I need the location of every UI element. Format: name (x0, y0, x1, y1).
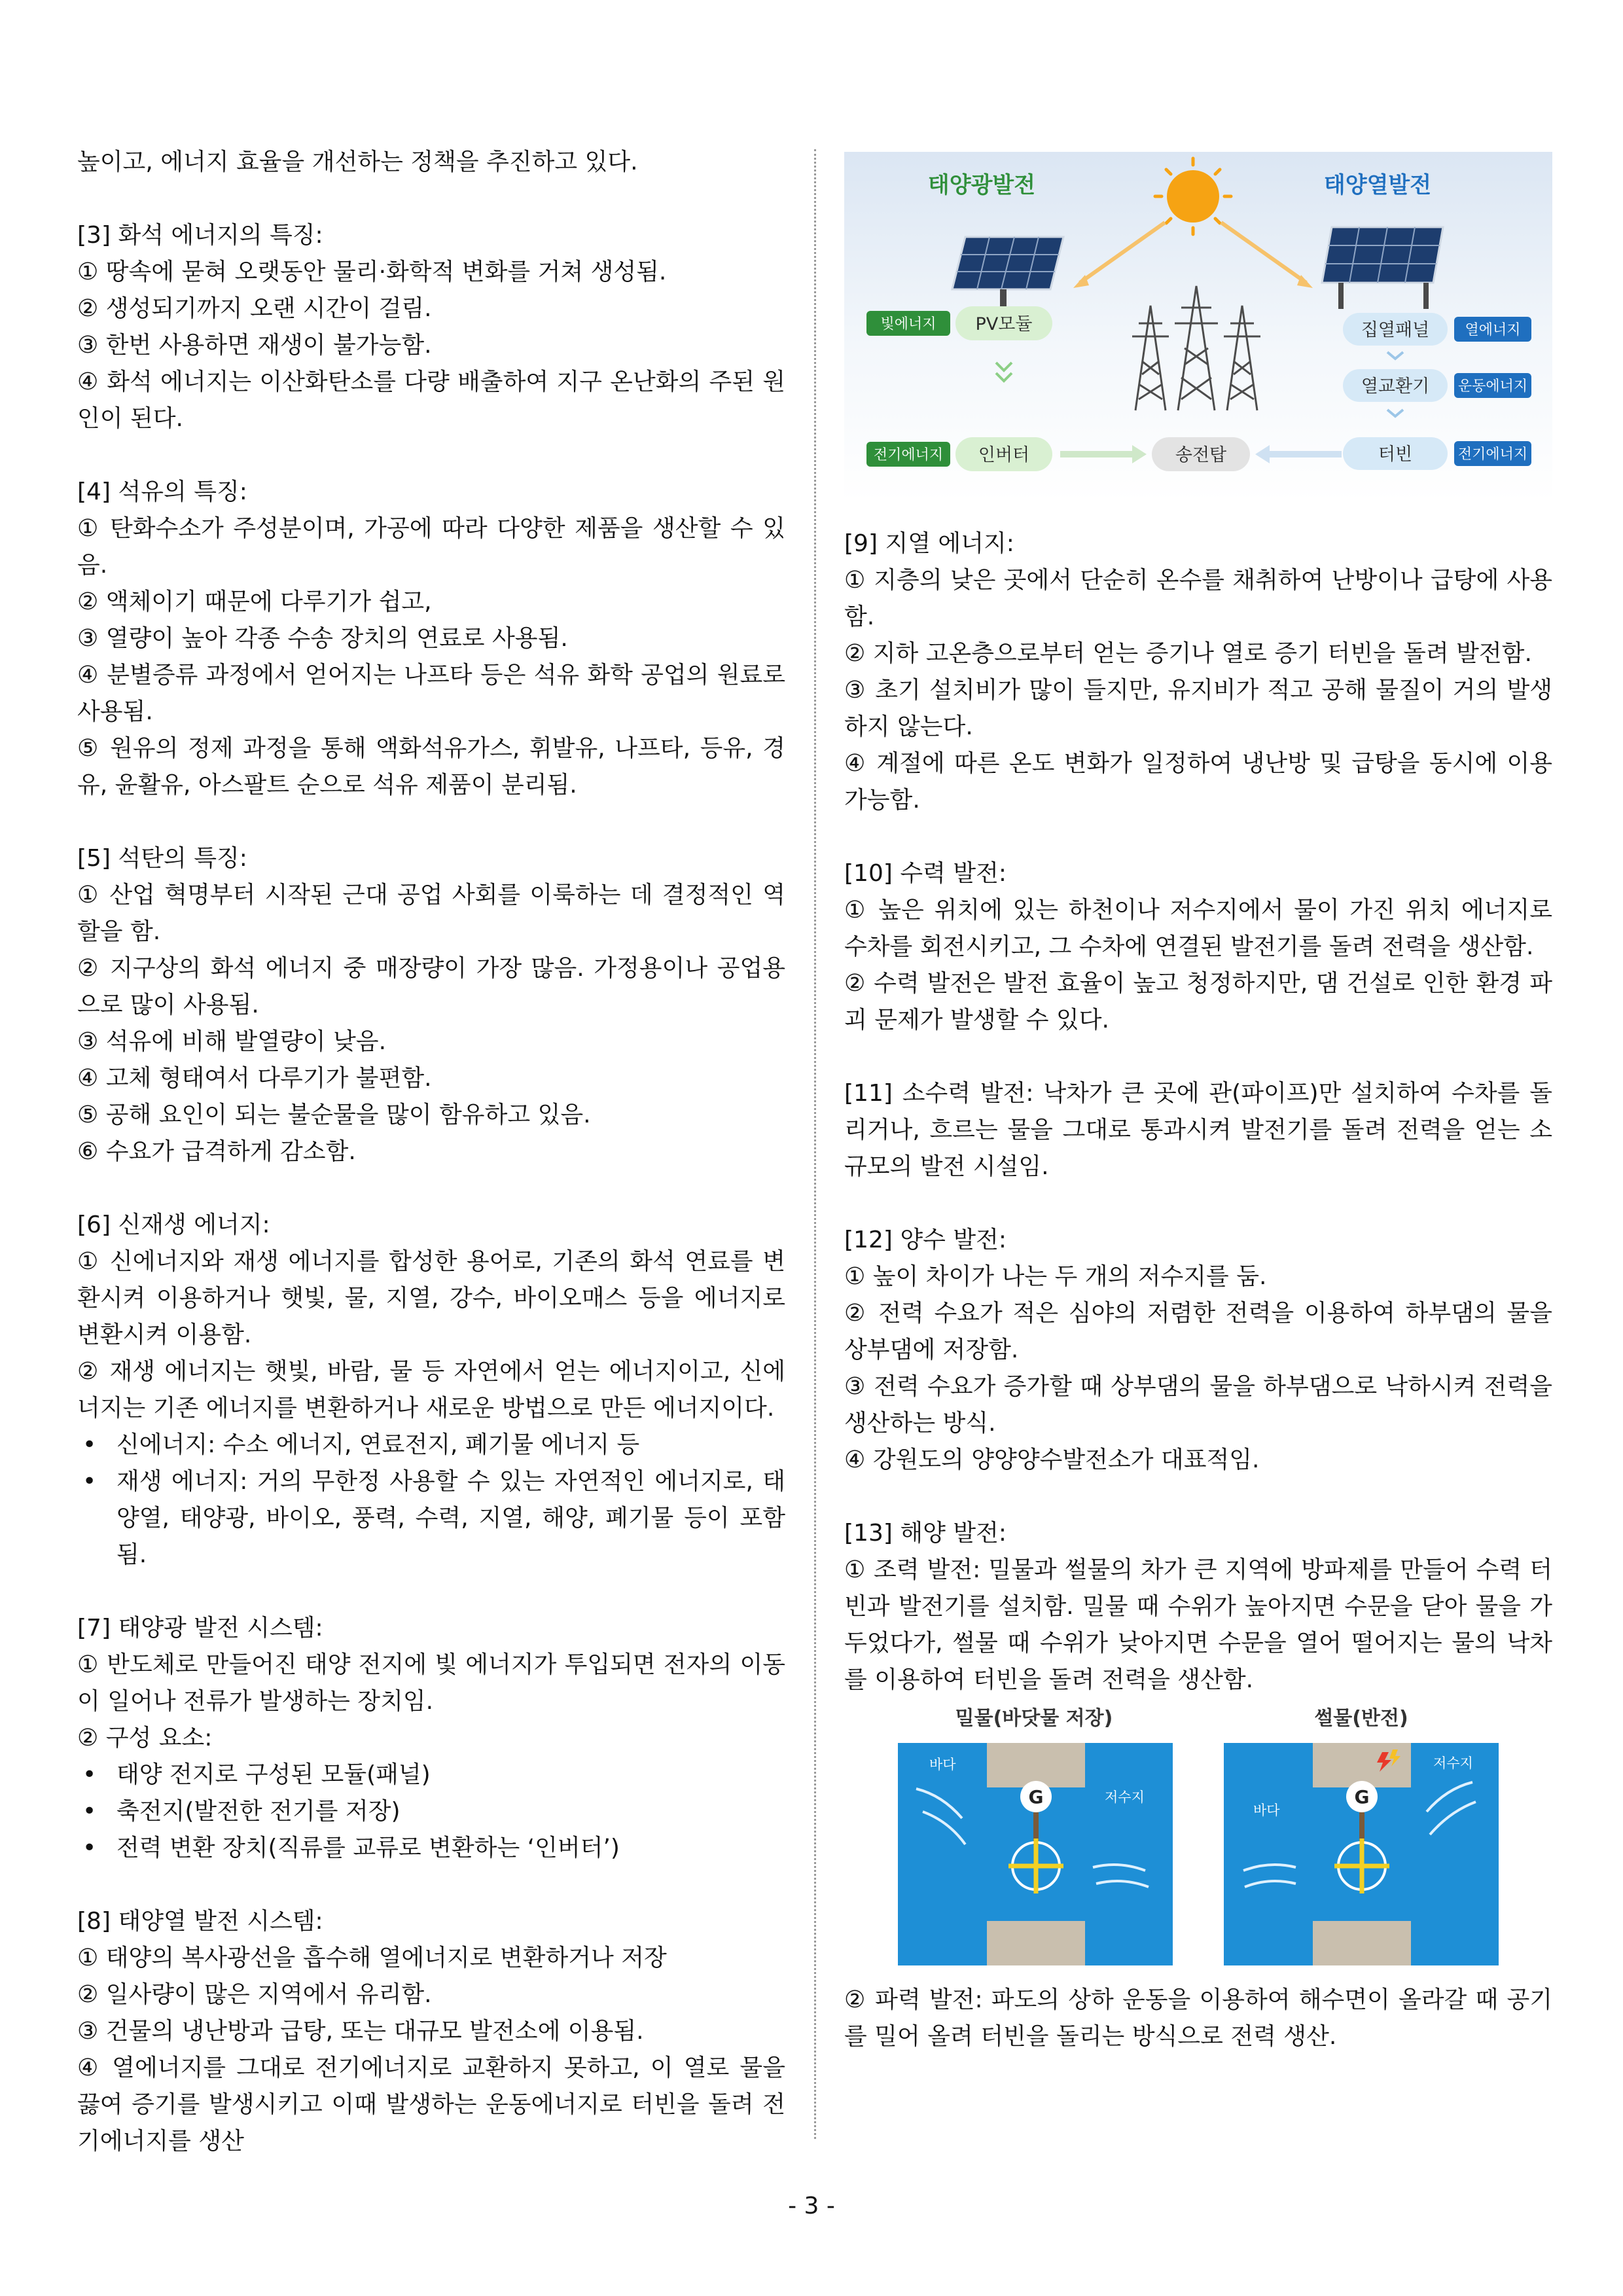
bullet-icon: • (82, 1468, 97, 1495)
section-line: ③ 열량이 높아 각종 수송 장치의 연료로 사용됨. (77, 625, 568, 652)
bullet-item: • 전력 변환 장치(직류를 교류로 변환하는 ‘인버터’) (77, 1830, 785, 1867)
page-number: - 3 - (788, 2193, 835, 2219)
solar-power-diagram (844, 152, 1552, 502)
svg-text:집열패널: 집열패널 (1361, 320, 1430, 340)
section-fossil (77, 217, 785, 437)
section-line: ④ 계절에 따른 온도 변화가 일정하여 냉난방 및 급탕을 동시에 이용 가능함. (844, 750, 1552, 814)
section-coal (77, 840, 785, 1170)
section-line: ③ 전력 수요가 증가할 때 상부댐의 물을 하부댐으로 낙하시켜 전력을 생산하는 방식. (844, 1373, 1552, 1437)
section-line: ① 반도체로 만들어진 태양 전지에 빛 에너지가 투입되면 전자의 이동이 일어나 전류가 발생하는 장치임. (77, 1651, 785, 1715)
intro-text: 높이고, 에너지 효율을 개선하는 정책을 추진하고 있다. (77, 149, 638, 175)
section-line: ② 액체이기 때문에 다루기가 쉽고, (77, 588, 432, 615)
title-solar-thermal: 태양열발전 (1323, 172, 1432, 198)
section-line: ② 구성 요소: (77, 1725, 213, 1751)
section-line: ③ 한번 사용하면 재생이 불가능함. (77, 332, 432, 359)
section-line: ⑤ 원유의 정제 과정을 통해 액화석유가스, 휘발유, 나프타, 등유, 경유, 윤활유, 아스팔트 순으로 석유 제품이 분리됨. (77, 735, 785, 798)
svg-text:인버터: 인버터 (978, 445, 1030, 465)
section-line: ③ 석유에 비해 발열량이 낮음. (77, 1028, 387, 1055)
svg-text:G: G (1028, 1786, 1044, 1808)
bullet-item: • 재생 에너지: 거의 무한정 사용할 수 있는 자연적인 에너지로, 태양열, 태양광, 바이오, 풍력, 수력, 지열, 해양, 폐기물 등이 포함됨. (77, 1463, 785, 1573)
svg-text:운동에너지: 운동에너지 (1457, 378, 1528, 395)
section-solar-thermal (77, 1903, 785, 2160)
section-title: [12] 양수 발전: (844, 1227, 1007, 1253)
box-transmission-tower (1152, 437, 1250, 471)
section-line: ② 생성되기까지 오랜 시간이 걸림. (77, 295, 432, 322)
section-line: ② 전력 수요가 적은 심야의 저렴한 전력을 이용하여 하부댐의 물을 상부댐에 저장함. (844, 1300, 1552, 1363)
svg-text:전기에너지: 전기에너지 (1457, 446, 1528, 463)
bullet-icon: • (82, 1761, 97, 1788)
section-title: [5] 석탄의 특징: (77, 845, 247, 872)
bullet-icon: • (82, 1798, 97, 1825)
svg-text:열교환기: 열교환기 (1361, 376, 1430, 397)
tag-heat-energy (1454, 317, 1531, 342)
column-divider (814, 149, 816, 2139)
section-line: ② 지구상의 화석 에너지 중 매장량이 가장 많음. 가정용이나 공업용으로 많이 사용됨. (77, 955, 785, 1018)
section-line: ④ 강원도의 양양양수발전소가 대표적임. (844, 1446, 1260, 1473)
section-line: ② 일사량이 많은 지역에서 유리함. (77, 1981, 432, 2008)
svg-text:빛에너지: 빛에너지 (880, 316, 936, 332)
section-renewable (77, 1207, 785, 1573)
label-flood-tide: 밀물(바닷물 저장) (955, 1707, 1113, 1730)
bullet-item: • 축전지(발전한 전기를 저장) (77, 1793, 785, 1830)
bullet-icon: • (82, 1835, 97, 1861)
ebb-tide-panel (1224, 1743, 1499, 1965)
bullet-icon: • (82, 1431, 97, 1458)
svg-text:바다: 바다 (929, 1757, 956, 1772)
flood-tide-panel (898, 1743, 1173, 1965)
tag-light-energy (866, 311, 950, 336)
section-line: ① 신에너지와 재생 에너지를 합성한 용어로, 기존의 화석 연료를 변환시켜 이용하거나 햇빛, 물, 지열, 강수, 바이오매스 등을 에너지로 변환시켜 이용함. (77, 1248, 785, 1348)
box-inverter (955, 437, 1052, 471)
section-line: [11] 소수력 발전: 낙차가 큰 곳에 관(파이프)만 설치하여 수차를 돌리거나, 흐르는 물을 그대로 통과시켜 발전기를 돌려 전력을 얻는 소규모의 발전 시설임. (844, 1080, 1552, 1180)
section-line: ① 땅속에 묻혀 오랫동안 물리·화학적 변화를 거쳐 생성됨. (77, 259, 667, 285)
section-line: ① 탄화수소가 주성분이며, 가공에 따라 다양한 제품을 생산할 수 있음. (77, 515, 785, 579)
section-title: [6] 신재생 에너지: (77, 1211, 270, 1238)
title-photovoltaic: 태양광발전 (927, 172, 1036, 198)
svg-text:열에너지: 열에너지 (1465, 322, 1521, 338)
section-title: [9] 지열 에너지: (844, 530, 1014, 557)
box-pv-module (955, 306, 1052, 340)
section-line: ① 산업 혁명부터 시작된 근대 공업 사회를 이룩하는 데 결정적인 역할을 함. (77, 882, 785, 945)
section-ocean (844, 1515, 1552, 2055)
svg-text:저수지: 저수지 (1433, 1755, 1473, 1771)
section-line: ② 파력 발전: 파도의 상하 운동을 이용하여 해수면이 올라갈 때 공기를 밀어 올려 터빈을 돌리는 방식으로 전력 생산. (844, 1986, 1552, 2050)
svg-text:G: G (1354, 1786, 1370, 1808)
section-hydro (844, 855, 1552, 1039)
section-line: ② 지하 고온층으로부터 얻는 증기나 열로 증기 터빈을 돌려 발전함. (844, 640, 1532, 667)
svg-text:전기에너지: 전기에너지 (873, 447, 944, 463)
section-line: ② 재생 에너지는 햇빛, 바람, 물 등 자연에서 얻는 에너지이고, 신에너지는 기존 에너지를 변환하거나 새로운 방법으로 만든 에너지이다. (77, 1358, 785, 1422)
right-column (844, 152, 1552, 2055)
left-column (77, 144, 785, 2160)
section-line: ① 높은 위치에 있는 하천이나 저수지에서 물이 가진 위치 에너지로 수차를 회전시키고, 그 수차에 연결된 발전기를 돌려 전력을 생산함. (844, 897, 1552, 960)
section-line: ② 수력 발전은 발전 효율이 높고 청정하지만, 댐 건설로 인한 환경 파괴 문제가 발생할 수 있다. (844, 970, 1552, 1033)
section-line: ④ 분별증류 과정에서 얻어지는 나프타 등은 석유 화학 공업의 원료로 사용됨. (77, 662, 785, 725)
section-title: [10] 수력 발전: (844, 860, 1007, 887)
section-line: ③ 초기 설치비가 많이 들지만, 유지비가 적고 공해 물질이 거의 발생하지 않는다. (844, 677, 1552, 740)
section-line: ④ 화석 에너지는 이산화탄소를 다량 배출하여 지구 온난화의 주된 원인이 된다. (77, 368, 785, 432)
svg-text:PV모듈: PV모듈 (975, 314, 1033, 334)
tag-electric-energy-right (1454, 441, 1531, 466)
svg-text:저수지: 저수지 (1105, 1789, 1145, 1805)
section-pumped-storage (844, 1222, 1552, 1479)
section-title: [8] 태양열 발전 시스템: (77, 1908, 323, 1935)
section-small-hydro (844, 1075, 1552, 1185)
section-line: ① 조력 발전: 밀물과 썰물의 차가 큰 지역에 방파제를 만들어 수력 터빈과 발전기를 설치함. 밀물 때 수위가 높아지면 수문을 닫아 물을 가두었다가, 썰물 때 수위가 낮아지면 수문을 열어 떨어지는 물의 낙차를 이용하여 터빈을 돌려 전력을 생산함. (844, 1556, 1552, 1693)
svg-text:송전탑: 송전탑 (1175, 445, 1227, 465)
tidal-power-diagram (844, 1704, 1552, 1975)
svg-text:터빈: 터빈 (1378, 444, 1413, 465)
section-line: ④ 고체 형태여서 다루기가 불편함. (77, 1065, 432, 1092)
section-title: [7] 태양광 발전 시스템: (77, 1615, 323, 1641)
section-title: [13] 해양 발전: (844, 1520, 1007, 1547)
section-line: ⑥ 수요가 급격하게 감소함. (77, 1138, 356, 1165)
bullet-item: • 태양 전지로 구성된 모듈(패널) (77, 1757, 785, 1793)
section-line: ① 지층의 낮은 곳에서 단순히 온수를 채취하여 난방이나 급탕에 사용함. (844, 567, 1552, 630)
section-line: ⑤ 공해 요인이 되는 불순물을 많이 함유하고 있음. (77, 1102, 591, 1128)
svg-text:바다: 바다 (1253, 1803, 1280, 1818)
section-line: ① 태양의 복사광선을 흡수해 열에너지로 변환하거나 저장 (77, 1945, 667, 1971)
label-ebb-tide: 썰물(반전) (1314, 1707, 1408, 1730)
box-heat-exchanger (1343, 369, 1448, 402)
section-photovoltaic (77, 1610, 785, 1867)
section-oil (77, 474, 785, 804)
section-line: ④ 열에너지를 그대로 전기에너지로 교환하지 못하고, 이 열로 물을 끓여 증기를 발생시키고 이때 발생하는 운동에너지로 터빈을 돌려 전기에너지를 생산 (77, 2054, 785, 2155)
section-title: [4] 석유의 특징: (77, 478, 247, 505)
tag-electric-energy-left (866, 442, 950, 467)
section-line: ① 높이 차이가 나는 두 개의 저수지를 둠. (844, 1263, 1267, 1290)
section-geothermal (844, 526, 1552, 819)
section-title: [3] 화석 에너지의 특징: (77, 222, 323, 249)
bullet-item: • 신에너지: 수소 에너지, 연료전지, 폐기물 에너지 등 (77, 1427, 785, 1463)
box-collector-panel (1343, 313, 1448, 346)
section-line: ③ 건물의 냉난방과 급탕, 또는 대규모 발전소에 이용됨. (77, 2018, 644, 2045)
box-turbine (1343, 437, 1448, 470)
tag-kinetic-energy (1454, 373, 1531, 398)
